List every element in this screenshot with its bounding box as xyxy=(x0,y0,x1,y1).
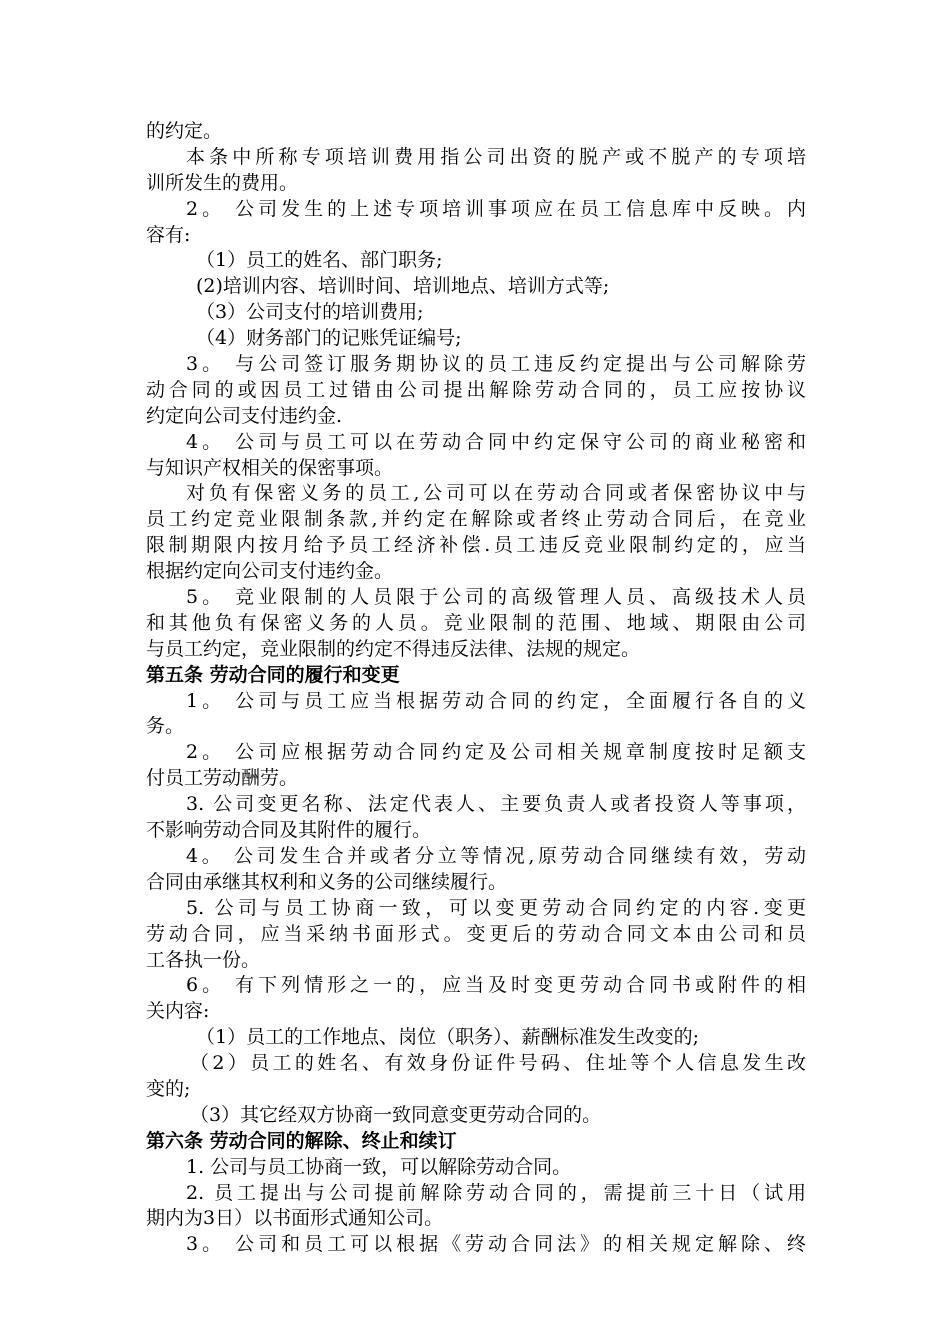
text-line: 容有: xyxy=(146,223,191,246)
text-line: 2。 公司应根据劳动合同约定及公司相关规章制度按时足额支 xyxy=(186,741,806,764)
text-line: 期内为3日）以书面形式通知公司。 xyxy=(146,1207,444,1230)
text-line: 和其他负有保密义务的人员。竞业限制的范围、地域、期限由公司 xyxy=(146,611,806,634)
text-line: （3）公司支付的培训费用; xyxy=(196,301,424,324)
text-line: 5. 公司与员工协商一致，可以变更劳动合同约定的内容.变更 xyxy=(186,896,806,919)
text-line: 6。 有下列情形之一的，应当及时变更劳动合同书或附件的相 xyxy=(186,974,806,997)
text-line: 合同由承继其权利和义务的公司继续履行。 xyxy=(146,870,508,893)
text-line: （4）财务部门的记账凭证编号; xyxy=(196,327,462,350)
text-line: 5。 竞业限制的人员限于公司的高级管理人员、高级技术人员 xyxy=(186,586,806,609)
text-line: 变的; xyxy=(146,1077,191,1100)
text-line: 4。 公司与员工可以在劳动合同中约定保守公司的商业秘密和 xyxy=(186,430,806,453)
text-line: 的约定。 xyxy=(146,120,223,142)
text-line: 1. 公司与员工协商一致，可以解除劳动合同。 xyxy=(186,1155,572,1178)
text-line: （1）员工的工作地点、岗位（职务）、薪酬标准发生改变的; xyxy=(196,1026,699,1049)
text-line: 3。 公司和员工可以根据《劳动合同法》的相关规定解除、终 xyxy=(186,1233,806,1256)
text-line: 训所发生的费用。 xyxy=(146,171,299,194)
text-line: 对负有保密义务的员工,公司可以在劳动合同或者保密协议中与 xyxy=(186,482,806,505)
text-line: 4。 公司发生合并或者分立等情况,原劳动合同继续有效，劳动 xyxy=(186,844,806,867)
text-line: 员工约定竞业限制条款,并约定在解除或者终止劳动合同后，在竞业 xyxy=(146,508,806,531)
text-line: 1。 公司与员工应当根据劳动合同的约定，全面履行各自的义 xyxy=(186,689,806,712)
text-line: 2。 公司发生的上述专项培训事项应在员工信息库中反映。内 xyxy=(186,197,806,220)
text-line: 付员工劳动酬劳。 xyxy=(146,767,299,790)
document-body xyxy=(146,119,806,1258)
text-line: 与知识产权相关的保密事项。 xyxy=(146,456,394,479)
text-line: 根据约定向公司支付违约金。 xyxy=(146,560,394,583)
section-heading: 第六条 劳动合同的解除、终止和续订 xyxy=(146,1129,457,1152)
text-line: 关内容: xyxy=(146,1000,210,1023)
text-line: 劳动合同，应当采纳书面形式。变更后的劳动合同文本由公司和员 xyxy=(146,922,806,945)
text-line: 工各执一份。 xyxy=(146,948,261,971)
text-line: 不影响劳动合同及其附件的履行。 xyxy=(146,819,432,842)
text-line: (2)培训内容、培训时间、培训地点、培训方式等; xyxy=(196,275,610,298)
text-line: （2）员工的姓名、有效身份证件号码、住址等个人信息发生改 xyxy=(190,1052,806,1075)
text-line: （1）员工的姓名、部门职务; xyxy=(196,249,443,272)
text-line: 务。 xyxy=(146,715,185,738)
text-line: 约定向公司支付违约金. xyxy=(146,404,343,427)
text-line: 3. 公司变更名称、法定代表人、主要负责人或者投资人等事项， xyxy=(186,793,806,816)
text-line: （3）其它经双方协商一致同意变更劳动合同的。 xyxy=(190,1103,602,1126)
text-line: 限制期限内按月给予员工经济补偿.员工违反竞业限制约定的，应当 xyxy=(146,534,806,557)
text-line: 本条中所称专项培训费用指公司出资的脱产或不脱产的专项培 xyxy=(186,145,806,168)
text-line: 3。 与公司签订服务期协议的员工违反约定提出与公司解除劳 xyxy=(186,353,806,376)
text-line: 动合同的或因员工过错由公司提出解除劳动合同的，员工应按协议 xyxy=(146,378,806,401)
text-line: 2. 员工提出与公司提前解除劳动合同的，需提前三十日（试用 xyxy=(186,1181,806,1204)
text-line: 与员工约定，竞业限制的约定不得违反法律、法规的规定。 xyxy=(146,637,641,660)
section-heading: 第五条 劳动合同的履行和变更 xyxy=(146,663,400,686)
